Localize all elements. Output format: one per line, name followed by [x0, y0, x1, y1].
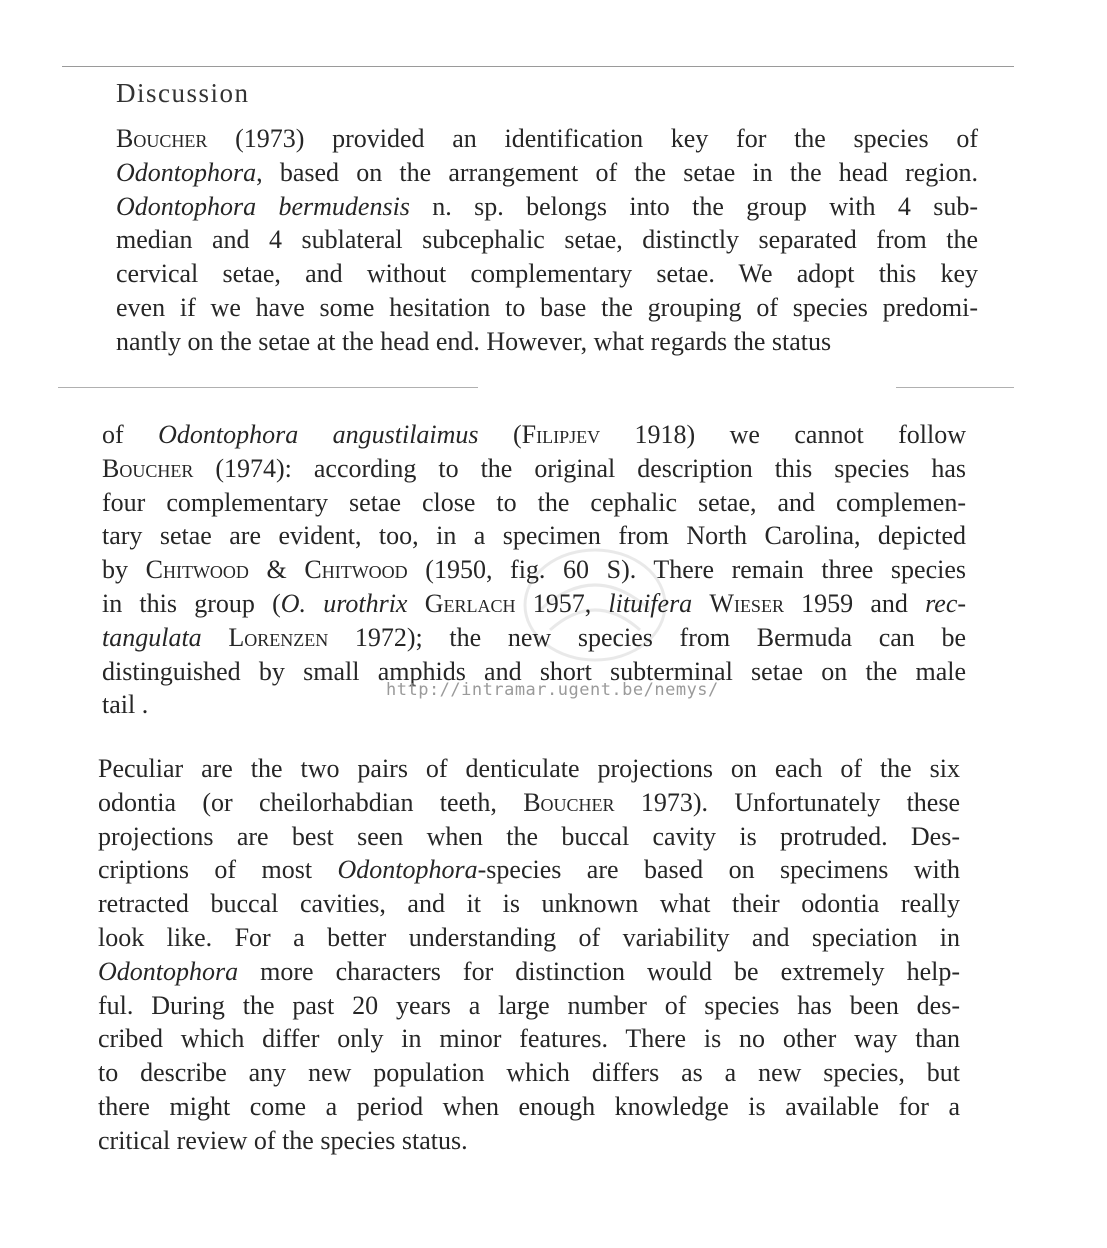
text-run: 1972); the new species from Bermuda can be — [328, 622, 967, 652]
author-name: Chitwood — [304, 555, 408, 585]
text-run: (1973) provided an identification key for the species of — [207, 124, 978, 153]
text-run: look like. For a better understanding of variability and speciation in — [98, 922, 960, 952]
text-line — [98, 921, 960, 955]
text-line — [116, 190, 978, 224]
text-run: (1950, fig. 60 S). There remain three species — [407, 555, 966, 585]
text-run: projections are best seen when the buccal cavity is protruded. Des- — [98, 821, 960, 851]
text-run: more characters for distinction would be extremely help- — [238, 956, 960, 986]
paragraph-2 — [102, 418, 966, 722]
text-line — [102, 519, 966, 553]
italic-text: rec- — [925, 588, 967, 618]
text-run: critical review of the species status. — [98, 1125, 468, 1155]
author-name: Chitwood — [145, 555, 249, 585]
italic-text: tangulata — [102, 622, 202, 652]
text-run — [202, 623, 229, 652]
text-run: tary setae are evident, too, in a specimen from North Carolina, depicted — [102, 521, 966, 551]
text-line — [98, 989, 960, 1023]
text-line — [98, 1056, 960, 1090]
text-run: median and 4 sublateral subcephalic setae, distinctly separated from the — [116, 225, 978, 255]
text-line — [98, 887, 960, 921]
text-run: -species are based on specimens with — [477, 855, 961, 885]
text-run: criptions of most — [98, 855, 338, 885]
text-line — [98, 752, 960, 786]
text-line — [116, 122, 978, 156]
author-name: Filipjev — [521, 420, 601, 449]
text-line — [98, 1124, 960, 1158]
italic-text: O. urothrix — [280, 588, 408, 618]
text-run: Peculiar are the two pairs of denticulate projections on each of the six — [98, 754, 960, 783]
italic-text: Odontophora — [116, 157, 257, 187]
paragraph-3 — [98, 752, 960, 1158]
text-line — [102, 553, 966, 587]
italic-text: Odontophora — [337, 855, 478, 885]
text-run: in this group ( — [102, 588, 281, 618]
author-name: Boucher — [523, 787, 615, 817]
text-run: 1918) we cannot follow — [600, 420, 966, 449]
italic-text: Odontophora angustilaimus — [158, 420, 479, 449]
text-run: cervical setae, and without complementary setae. We adopt this key — [116, 259, 978, 289]
text-line — [116, 325, 978, 359]
text-line — [116, 291, 978, 325]
author-name: Boucher — [102, 453, 194, 483]
page-break-rule-left — [58, 387, 478, 388]
text-line — [102, 621, 966, 655]
author-name: Wieser — [709, 588, 784, 618]
text-line — [116, 156, 978, 190]
text-run: , based on the arrangement of the setae in the head region. — [256, 157, 978, 187]
text-run: retracted buccal cavities, and it is unknown what their odontia really — [98, 889, 960, 919]
text-run: n. sp. belongs into the group with 4 sub- — [409, 191, 978, 221]
text-line — [98, 955, 960, 989]
section-heading: Discussion — [116, 78, 250, 108]
watermark-url: http://intramar.ugent.be/nemys/ — [386, 680, 719, 700]
author-name: Boucher — [116, 124, 208, 153]
author-name: Gerlach — [424, 588, 516, 618]
text-run: ( — [478, 420, 522, 449]
text-line — [98, 853, 960, 887]
text-run: 1959 and — [783, 588, 926, 618]
text-run: tail . — [102, 690, 149, 720]
text-run: 1957, — [515, 588, 609, 618]
text-run: four complementary setae close to the cephalic setae, and complemen- — [102, 487, 966, 517]
text-run: (1974): according to the original description this species has — [193, 453, 966, 483]
top-rule — [62, 66, 1014, 67]
text-line — [102, 587, 966, 621]
text-run: odontia (or cheilorhabdian teeth, — [98, 787, 524, 817]
text-run: ful. During the past 20 years a large number of species has been des- — [98, 990, 960, 1020]
text-run: cribed which differ only in minor features. There is no other way than — [98, 1024, 960, 1054]
author-name: Lorenzen — [228, 622, 329, 652]
page-break-rule-right — [896, 387, 1014, 388]
text-run: nantly on the setae at the head end. However, what regards the status — [116, 326, 832, 356]
text-line — [102, 418, 966, 452]
text-run: there might come a period when enough knowledge is available for a — [98, 1091, 960, 1121]
text-run — [407, 589, 424, 618]
text-run: even if we have some hesitation to base the grouping of species predomi- — [116, 292, 978, 322]
italic-text: Odontophora bermudensis — [116, 191, 410, 221]
text-run: & — [248, 555, 305, 585]
text-line — [98, 786, 960, 820]
text-line — [98, 1090, 960, 1124]
text-run: 1973). Unfortunately these — [614, 787, 960, 817]
text-line — [102, 452, 966, 486]
text-line — [98, 820, 960, 854]
text-line — [98, 1022, 960, 1056]
text-run: of — [102, 420, 159, 449]
text-line — [116, 223, 978, 257]
text-run — [692, 589, 709, 618]
italic-text: lituifera — [608, 588, 693, 618]
text-line — [102, 486, 966, 520]
text-run: distinguished by small amphids and short subterminal setae on the male — [102, 656, 966, 686]
italic-text: Odontophora — [98, 956, 239, 986]
text-run: to describe any new population which differs as a new species, but — [98, 1058, 960, 1088]
paragraph-1 — [116, 122, 978, 359]
text-line — [116, 257, 978, 291]
text-run: by — [102, 555, 146, 585]
